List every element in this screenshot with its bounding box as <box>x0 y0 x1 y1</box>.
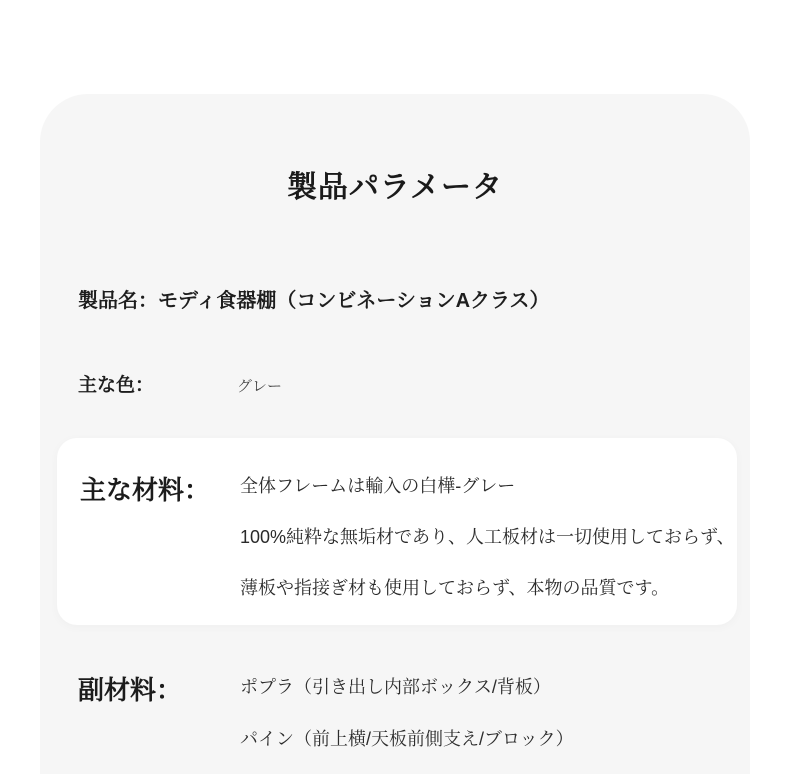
main-color-row <box>78 372 282 400</box>
product-name-value: モディ食器棚（コンビネーションAクラス） <box>158 290 550 312</box>
main-material-line: 薄板や指接ぎ材も使用しておらず、本物の品質です。 <box>240 578 670 598</box>
main-material-box <box>57 438 737 625</box>
main-material-label: 主な材料： <box>80 475 211 505</box>
main-color-value: グレー <box>237 378 283 395</box>
main-material-lines <box>240 461 735 614</box>
product-parameters-card <box>40 94 750 774</box>
page-title: 製品パラメータ <box>286 171 504 204</box>
product-name-label: 製品名： <box>78 290 158 312</box>
sub-material-label: 副材料： <box>78 675 183 705</box>
main-color-label: 主な色： <box>78 375 155 396</box>
main-material-line: 全体フレームは輸入の白樺-グレー <box>240 476 516 496</box>
sub-material-line: ポプラ（引き出し内部ボックス/背板） <box>240 677 551 697</box>
product-name-row <box>78 286 549 316</box>
sub-material-line: パイン（前上横/天板前側支え/ブロック） <box>240 729 574 749</box>
main-material-line: 100%純粋な無垢材であり、人工板材は一切使用しておらず、 <box>240 527 735 547</box>
sub-material-lines <box>240 661 574 765</box>
